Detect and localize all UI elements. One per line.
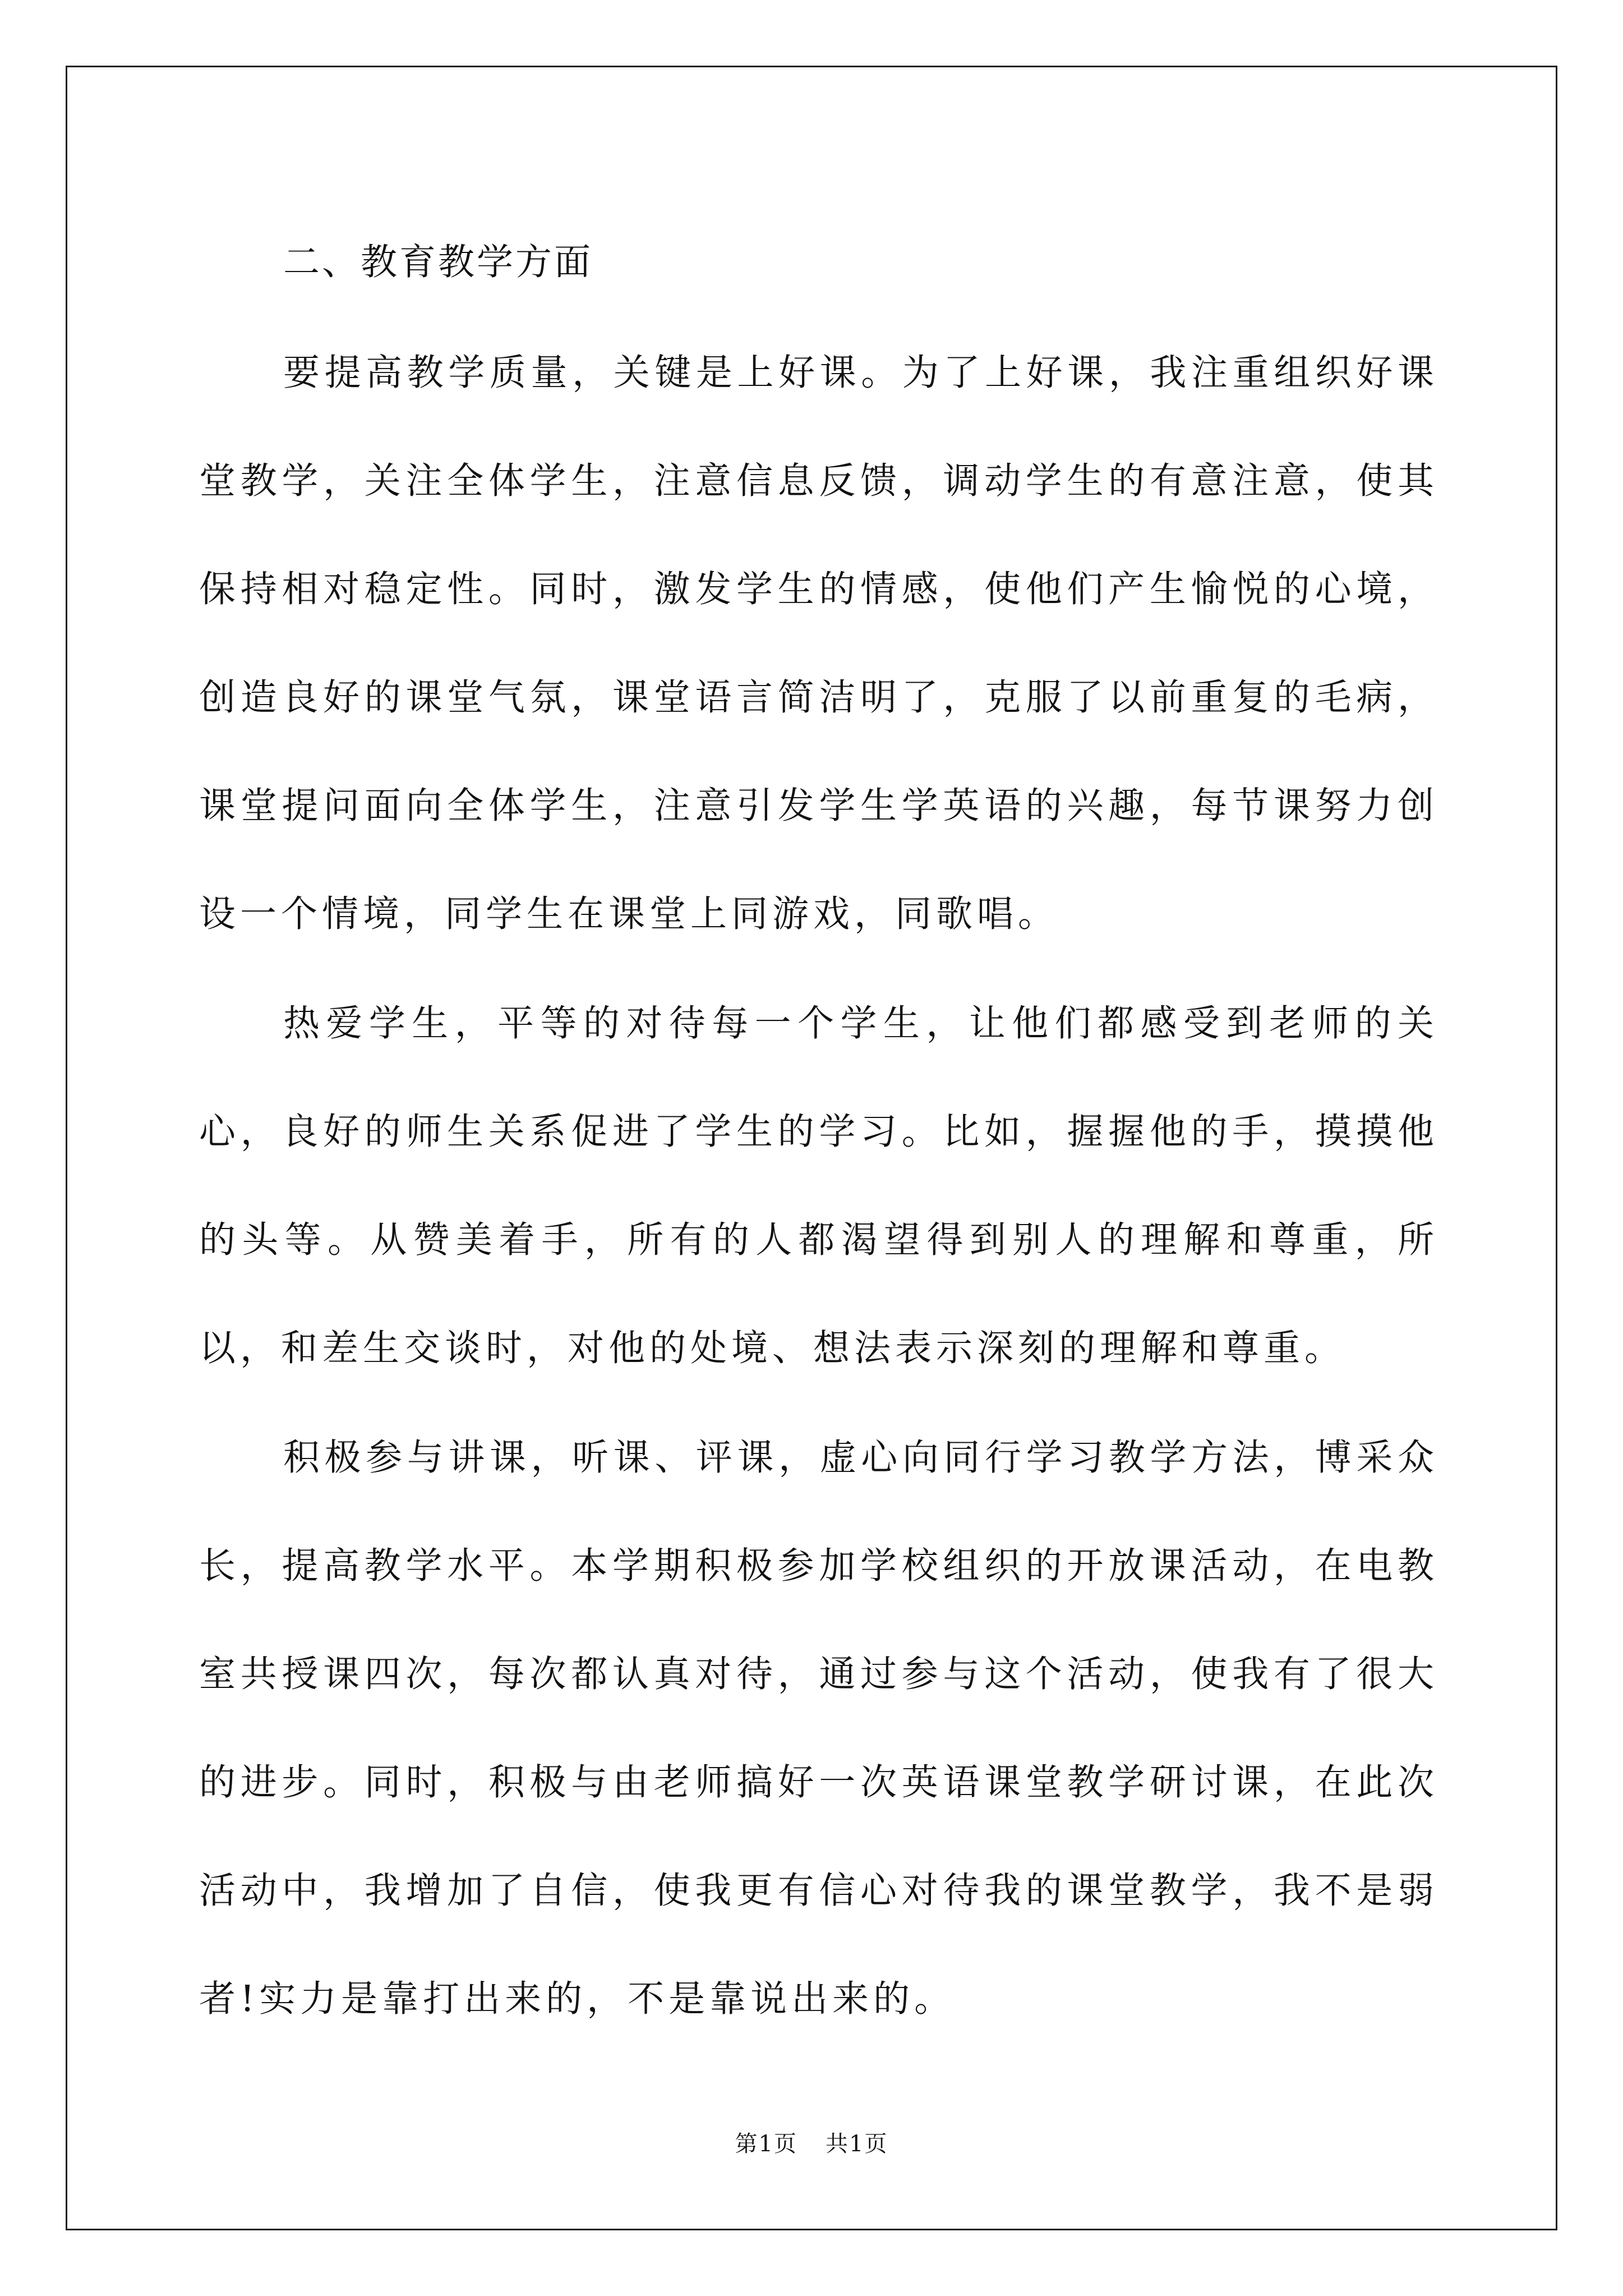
page-number: 第1页 — [735, 2131, 797, 2157]
paragraph-love-students: 热爱学生，平等的对待每一个学生，让他们都感受到老师的关心，良好的师生关系促进了学生的学习。比如，握握他的手，摸摸他的头等。从赞美着手，所有的人都渴望得到别人的理解和尊重，所以，和差生交谈时，对他的处境、想法表示深刻的理解和尊重。 — [199, 1002, 1438, 1369]
paragraph-teaching-quality: 要提高教学质量，关键是上好课。为了上好课，我注重组织好课堂教学，关注全体学生，注意信息反馈，调动学生的有意注意，使其保持相对稳定性。同时，激发学生的情感，使他们产生愉悦的心境，创造良好的课堂气氛，课堂语言简洁明了，克服了以前重复的毛病，课堂提问面向全体学生，注意引发学生学英语的兴趣，每节课努力创设一个情境，同学生在课堂上同游戏，同歌唱。 — [199, 352, 1438, 935]
page-footer — [0, 2126, 1623, 2158]
section-heading: 二、教育教学方面 — [283, 241, 593, 283]
paragraph-lesson-activities: 积极参与讲课，听课、评课，虚心向同行学习教学方法，博采众长，提高教学水平。本学期积极参加学校组织的开放课活动，在电教室共授课四次，每次都认真对待，通过参与这个活动，使我有了很大的进步。同时，积极与由老师搞好一次英语课堂教学研讨课，在此次活动中，我增加了自信，使我更有信心对待我的课堂教学，我不是弱者!实力是靠打出来的，不是靠说出来的。 — [199, 1437, 1438, 2020]
document-body — [199, 206, 1438, 2053]
page-total: 共1页 — [826, 2131, 888, 2157]
